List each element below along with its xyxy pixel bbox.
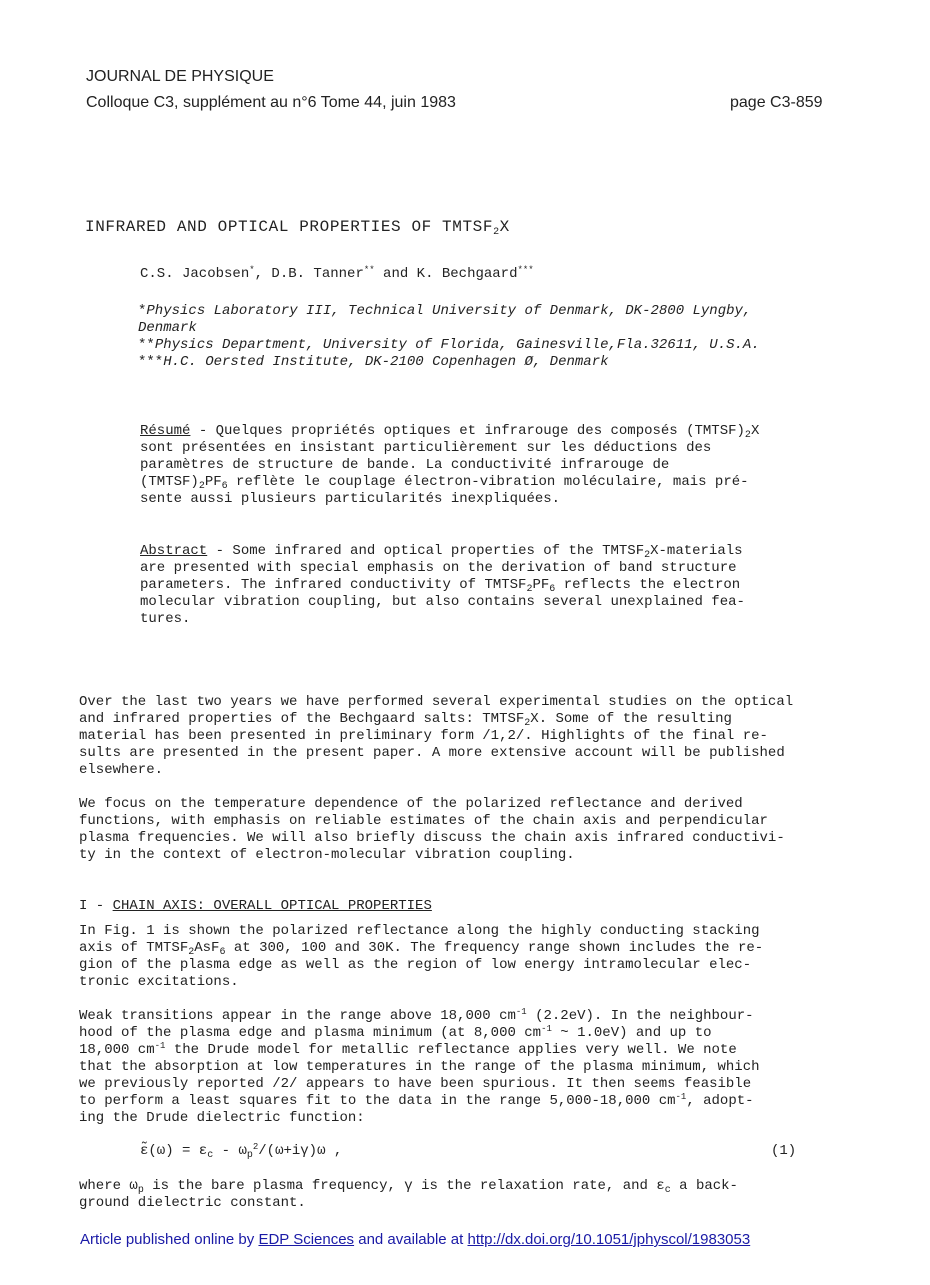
edp-sciences-link[interactable]: EDP Sciences (258, 1231, 355, 1248)
footer-line: Article published online by EDP Sciences and available at http://dx.doi.org/10.1051/jphyscol/1983053 (80, 1231, 751, 1248)
journal-name: JOURNAL DE PHYSIQUE (86, 68, 274, 85)
affiliation-1-cont: Denmark (138, 320, 197, 336)
after-equation-paragraph: where $\omega_p$ is the bare plasma frequency, γ is the relaxation rate, and $\varepsilon_c$ a back- ground dielectric constant. (79, 1178, 738, 1211)
authors-line: C.S. Jacobsen*, D.B. Tanner** and K. Bechgaard*** (140, 265, 534, 282)
affiliations (138, 303, 760, 371)
section-paragraph-1: In Fig. 1 is shown the polarized reflectance along the highly conducting stacking axis of $TMTSF_2AsF_6$ at 300, 100 and 30K. The frequency range shown includes the re- gion of the plasma edge as well as the region of low energy intramolecular elec- tronic excitations. (79, 923, 764, 990)
affiliation-2: **Physics Department, University of Florida, Gainesville,Fla.32611, U.S.A. (138, 337, 760, 353)
page-number: page C3-859 (730, 94, 823, 111)
section-heading: I - CHAIN AXIS: OVERALL OPTICAL PROPERTIES (79, 898, 432, 914)
abstract-paragraph: Abstract - Some infrared and optical properties of the $TMTSF_2X$-materials are presented with special emphasis on the derivation of band structure parameters. The infrared conductivity of $TMTSF_2PF_6$ reflects the electron molecular vibration coupling, but also contains several unexplained fea- tures. (140, 543, 745, 627)
resume-label: Résumé (140, 423, 191, 439)
section-paragraph-2: Weak transitions appear in the range above 18,000 $cm^{-1}$ (2.2eV). In the neighbour- hood of the plasma edge and plasma minimum (at 8,000 $cm^{-1}$ ~ 1.0eV) and up to 18,000 $cm^{-1}$ the Drude model for metallic reflectance applies very well. We note that the absorption at low temperatures in the range of the plasma minimum, which we previously reported /2/ appears to have been spurious. It then seems feasible to perform a least squares fit to the data in the range 5,000-18,000 $cm^{-1}$, adopt- ing the Drude dielectric function: (79, 1007, 760, 1126)
abstract-label: Abstract (140, 543, 208, 559)
resume-paragraph: Résumé - Quelques propriétés optiques et infrarouge des composés $(TMTSF)_2X$ sont présentées en insistant particulièrement sur les déductions des paramètres de structure de bande. La conductivité infrarouge de $(TMTSF)_2PF_6$ reflète le couplage électron-vibration moléculaire, mais pré- sente aussi plusieurs particularités inexpliquées. (140, 423, 760, 507)
paper-title: INFRARED AND OPTICAL PROPERTIES OF $TMTSF_2X$ (85, 218, 510, 238)
colloque-line: Colloque C3, supplément au n°6 Tome 44, juin 1983 (86, 94, 456, 111)
equation-1: ε̃(ω) = $\varepsilon_c - \omega_p^2/(\omega+i\gamma)\omega$ , (140, 1142, 343, 1161)
affiliation-3: ***H.C. Oersted Institute, DK-2100 Copenhagen Ø, Denmark (138, 354, 609, 370)
affiliation-1: *Physics Laboratory III, Technical University of Denmark, DK-2800 Lyngby, (138, 303, 752, 319)
doi-link[interactable]: http://dx.doi.org/10.1051/jphyscol/1983053 (467, 1231, 751, 1248)
intro-paragraph-1: Over the last two years we have performed several experimental studies on the optical and infrared properties of the Bechgaard salts: $TMTSF_2X$. Some of the resulting material has been presented in preliminary form /1,2/. Highlights of the final re- sults are presented in the present paper. A more extensive account will be published elsewhere. (79, 694, 794, 778)
intro-paragraph-2: We focus on the temperature dependence of the polarized reflectance and derived functions, with emphasis on reliable estimates of the chain axis and perpendicular plasma frequencies. We will also briefly discuss the chain axis infrared conductivi- ty in the context of electron-molecular vibration coupling. (79, 796, 785, 863)
equation-number: (1) (771, 1143, 797, 1159)
